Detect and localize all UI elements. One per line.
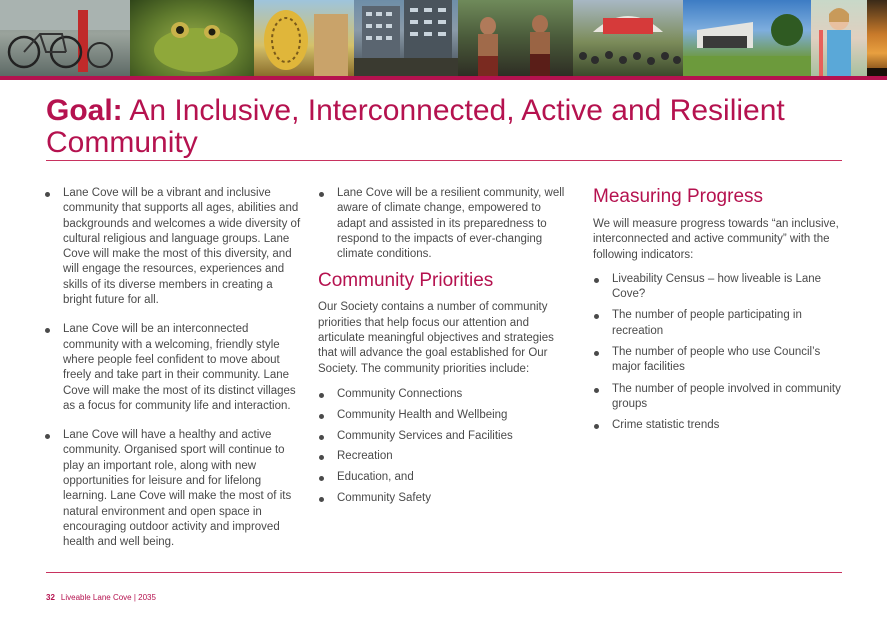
sculpture-photo — [254, 0, 354, 76]
bullet-icon — [594, 388, 599, 393]
bullet-icon — [45, 192, 50, 197]
frog-photo — [130, 0, 254, 76]
list-item-text: Lane Cove will be a vibrant and inclusive community that supports all ages, abilities and backgrounds and welcomes a wide diversity of cultural religious and language groups. Lane Cove will make the most of this diversity, and will engage the resources, experiences and skills of its diverse members in creating a bright future for all. — [63, 187, 301, 307]
community-priorities-heading: Community Priorities — [318, 270, 494, 292]
column-vision — [44, 186, 302, 565]
footer-divider — [46, 572, 842, 573]
list-item — [44, 186, 302, 308]
list-item-text: The number of people involved in community groups — [612, 382, 841, 410]
list-item — [318, 429, 568, 444]
page-number: 32 — [46, 593, 55, 602]
goal-statement: An Inclusive, Interconnected, Active and Resilient Community — [46, 94, 785, 159]
list-item-text: Crime statistic trends — [612, 419, 720, 432]
list-item — [593, 308, 848, 339]
bullet-icon — [319, 497, 324, 502]
bullet-icon — [319, 476, 324, 481]
kookaburra-photo — [867, 0, 887, 76]
bullet-icon — [594, 351, 599, 356]
apartments-photo — [354, 0, 458, 76]
bullet-icon — [45, 434, 50, 439]
goal-label: Goal: — [46, 94, 123, 127]
child-photo — [811, 0, 867, 76]
bullet-icon — [319, 192, 324, 197]
list-item-text: Liveability Census – how liveable is Lane Cove? — [612, 272, 822, 301]
column-priorities — [318, 186, 568, 512]
list-item-text: Community Services and Facilities — [337, 429, 513, 442]
priorities-list — [318, 387, 568, 506]
footer-text: Liveable Lane Cove | 2035 — [60, 593, 156, 602]
list-item — [44, 322, 302, 414]
bullet-icon — [319, 414, 324, 419]
list-item — [318, 186, 568, 262]
list-item — [593, 418, 848, 433]
list-item — [318, 387, 568, 402]
priorities-intro: Our Society contains a number of community priorities that help focus our attention and articulate meaningful objectives and strategies that will advance the goal established for Our Society. The community priorities include: — [318, 301, 554, 375]
bullet-icon — [319, 393, 324, 398]
bullet-icon — [594, 278, 599, 283]
measuring-progress-heading: Measuring Progress — [593, 186, 764, 207]
bicycles-photo — [0, 0, 130, 76]
list-item-text: Community Health and Wellbeing — [337, 408, 508, 421]
list-item-text: The number of people who use Council’s major facilities — [612, 346, 821, 374]
measuring-intro: We will measure progress towards “an inclusive, interconnected and active community” with the following indicators: — [593, 218, 839, 261]
bullet-icon — [594, 424, 599, 429]
list-item-text: Education, and — [337, 471, 414, 484]
list-item — [318, 470, 568, 485]
list-item — [318, 491, 568, 506]
list-item-text: The number of people participating in recreation — [612, 309, 802, 337]
bullet-icon — [45, 328, 50, 333]
photo-banner — [0, 0, 887, 76]
column-measuring-progress — [593, 186, 848, 440]
list-item — [318, 408, 568, 423]
page-footer — [46, 593, 156, 602]
list-item — [593, 345, 848, 376]
list-item-text: Lane Cove will be a resilient community, well aware of climate change, empowered to adapt and assisted in its preparedness to respond to the impacts of ever-changing climate conditions. — [337, 187, 565, 261]
title-divider — [46, 160, 842, 161]
outdoor-concert-photo — [573, 0, 683, 76]
banner-divider — [0, 76, 887, 80]
list-item-text: Community Connections — [337, 387, 463, 400]
list-item — [593, 272, 848, 303]
list-item-text: Recreation — [337, 450, 393, 463]
indicators-list — [593, 272, 848, 434]
list-item-text: Community Safety — [337, 491, 431, 504]
vision-list — [44, 186, 302, 551]
bullet-icon — [319, 435, 324, 440]
community-building-photo — [683, 0, 811, 76]
vision-list-continued — [318, 186, 568, 262]
page-title — [46, 95, 846, 159]
list-item-text: Lane Cove will be an interconnected community with a welcoming, friendly style where people feel confident to move about freely and take part in their community. Lane Cove will make the most of its distinct villages as a focus for community life and interaction. — [63, 323, 296, 412]
list-item — [593, 382, 848, 413]
list-item-text: Lane Cove will have a healthy and active community. Organised sport will continue to play an important role, along with new opportunities for leisure and for lifelong learning. Lane Cove will make the most of its natural environment and open space in encouraging outdoor activity and improved health and well being. — [63, 429, 292, 549]
bullet-icon — [319, 455, 324, 460]
bullet-icon — [594, 314, 599, 319]
performers-photo — [458, 0, 573, 76]
list-item — [44, 428, 302, 550]
list-item — [318, 449, 568, 464]
